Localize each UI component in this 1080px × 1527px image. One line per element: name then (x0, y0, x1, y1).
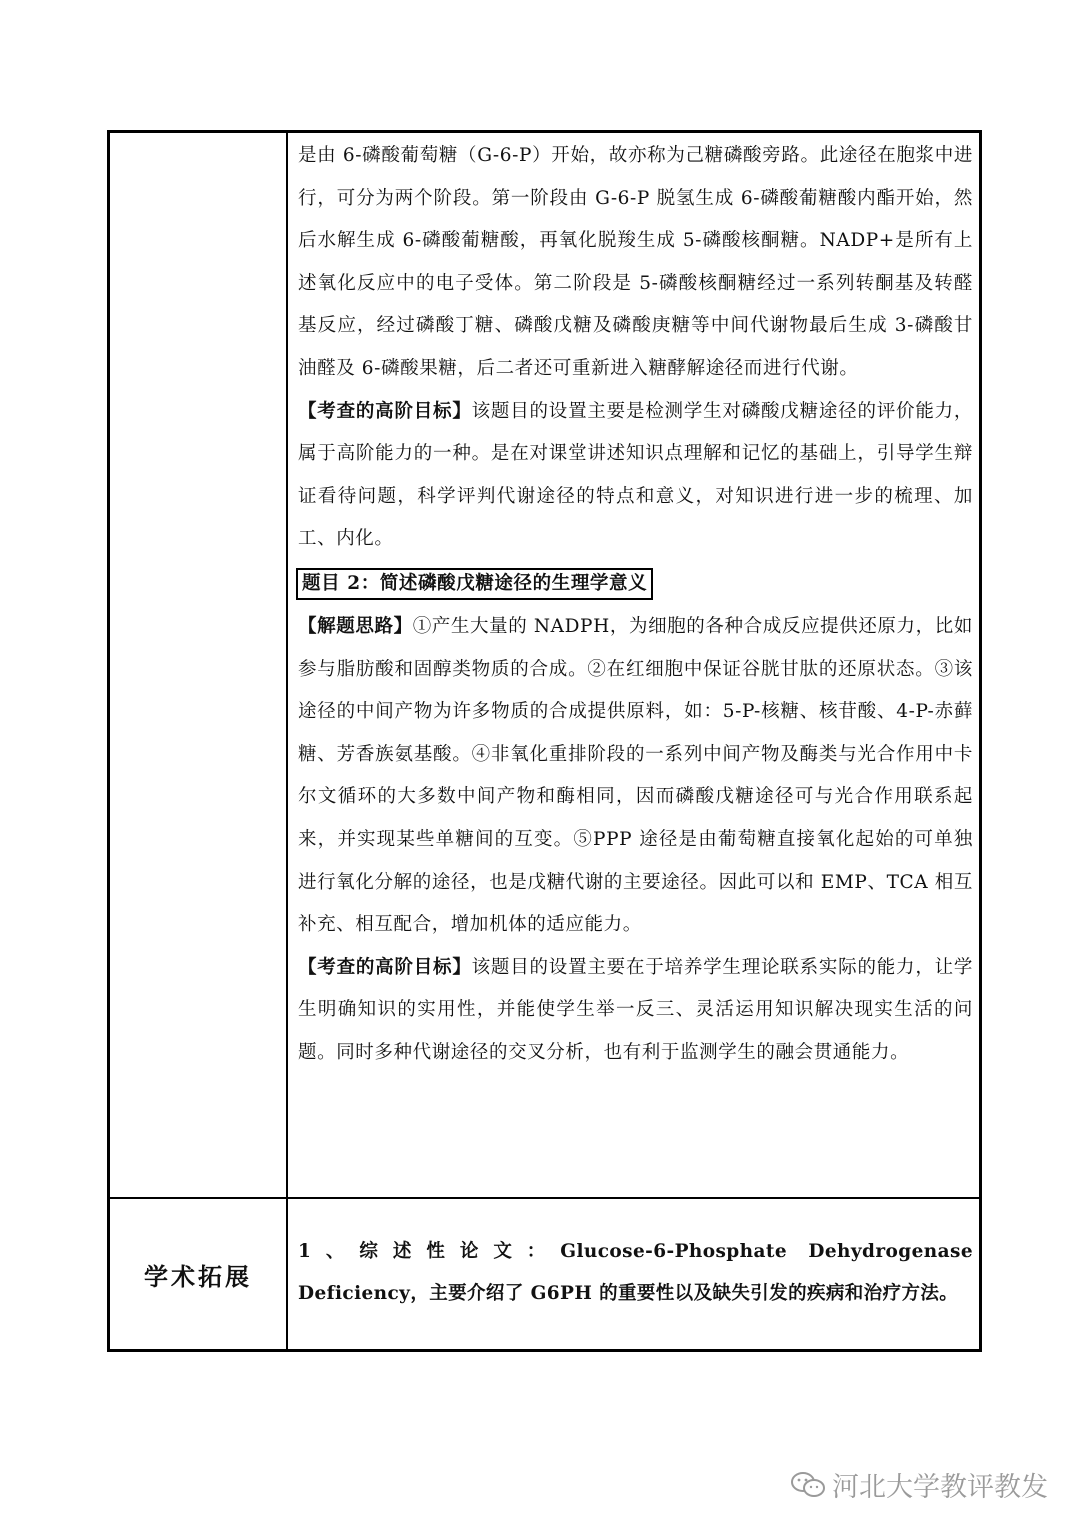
watermark (790, 1465, 1048, 1504)
solution-label: 【解题思路】 (298, 615, 413, 637)
solution-text: ①产生大量的 NADPH，为细胞的各种合成反应提供还原力，比如参与脂肪酸和固醇类物质的合成。②在红细胞中保证谷胱甘肽的还原状态。③该途径的中间产物为许多物质的合成提供原料，如：5-P-核糖、核苷酸、4-P-赤藓糖、芳香族氨基酸。④非氧化重排阶段的一系列中间产物及酶类与光合作用中卡尔文循环的大多数中间产物和酶相同，因而磷酸戊糖途径可与光合作用联系起来，并实现某些单糖间的互变。⑤PPP 途径是由葡萄糖直接氧化起始的可单独进行氧化分解的途径，也是戊糖代谢的主要途径。因此可以和 EMP、TCA 相互补充、相互配合，增加机体的适应能力。 (298, 615, 973, 936)
watermark-text: 河北大学教评教发 (832, 1472, 1048, 1503)
paragraph-ppp-overview: 是由 6-磷酸葡萄糖（G-6-P）开始，故亦称为己糖磷酸旁路。此途径在胞浆中进行，可分为两个阶段。第一阶段由 G-6-P 脱氢生成 6-磷酸葡糖酸内酯开始，然后水解生成 6-磷酸葡糖酸，再氧化脱羧生成 5-磷酸核酮糖。NADP+是所有上述氧化反应中的电子受体。第二阶段是 5-磷酸核酮糖经过一系列转酮基及转醛基反应，经过磷酸丁糖、磷酸戊糖及磷酸庚糖等中间代谢物最后生成 3-磷酸甘油醛及 6-磷酸果糖，后二者还可重新进入糖酵解途径而进行代谢。 (298, 145, 973, 379)
document-table (107, 130, 982, 1352)
question-2-title: 题目 2：简述磷酸戊糖途径的生理学意义 (296, 568, 653, 600)
paragraph-goal-2 (298, 947, 973, 1075)
goal-1-text: 该题目的设置主要是检测学生对磷酸戊糖途径的评价能力，属于高阶能力的一种。是在对课堂讲述知识点理解和记忆的基础上，引导学生辩证看待问题，科学评判代谢途径的特点和意义，对知识进行进一步的梳理、加工、内化。 (298, 400, 973, 550)
goal-2-label: 【考查的高阶目标】 (298, 956, 472, 978)
academic-extension-text: 1、综述性论文：Glucose-6-Phosphate Dehydrogenase Deficiency，主要介绍了 G6PH 的重要性以及缺失引发的疾病和治疗方法。 (298, 1241, 973, 1304)
column-divider (286, 133, 288, 1349)
goal-2-text: 该题目的设置主要在于培养学生理论联系实际的能力，让学生明确知识的实用性，并能使学生举一反三、灵活运用知识解决现实生活的问题。同时多种代谢途径的交叉分析，也有利于监测学生的融会贯通能力。 (298, 956, 973, 1063)
wechat-icon (790, 1470, 826, 1500)
row1-content (298, 135, 973, 1074)
paragraph-solution (298, 606, 973, 947)
goal-1-label: 【考查的高阶目标】 (298, 400, 472, 422)
paragraph-goal-1 (298, 391, 973, 561)
academic-extension-label: 学术拓展 (144, 1261, 252, 1291)
